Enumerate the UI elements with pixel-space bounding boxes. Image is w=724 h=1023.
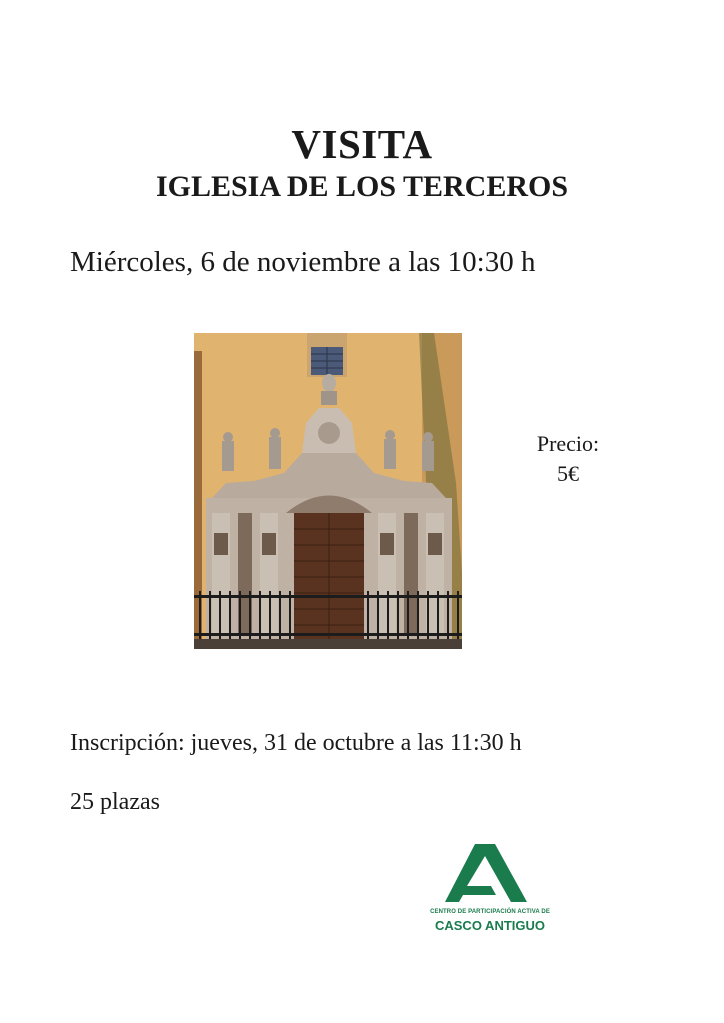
logo-caption: CENTRO DE PARTICIPACIÓN ACTIVA DE (430, 909, 550, 915)
casco-antiguo-logo (415, 838, 565, 938)
price-label: Precio: (536, 431, 600, 456)
event-date: Miércoles, 6 de noviembre a las 10:30 h (70, 246, 536, 278)
event-subtitle: IGLESIA DE LOS TERCEROS (155, 170, 569, 203)
places-count: 25 plazas (70, 789, 160, 815)
logo-a-icon (415, 838, 565, 908)
price-box (520, 429, 616, 489)
registration-info: Inscripción: jueves, 31 de octubre a las 11:30 h (70, 730, 522, 756)
logo-name: CASCO ANTIGUO (434, 918, 546, 933)
price-value: 5€ (557, 461, 579, 486)
church-facade-photo (194, 333, 462, 649)
event-title: VISITA (291, 121, 433, 167)
